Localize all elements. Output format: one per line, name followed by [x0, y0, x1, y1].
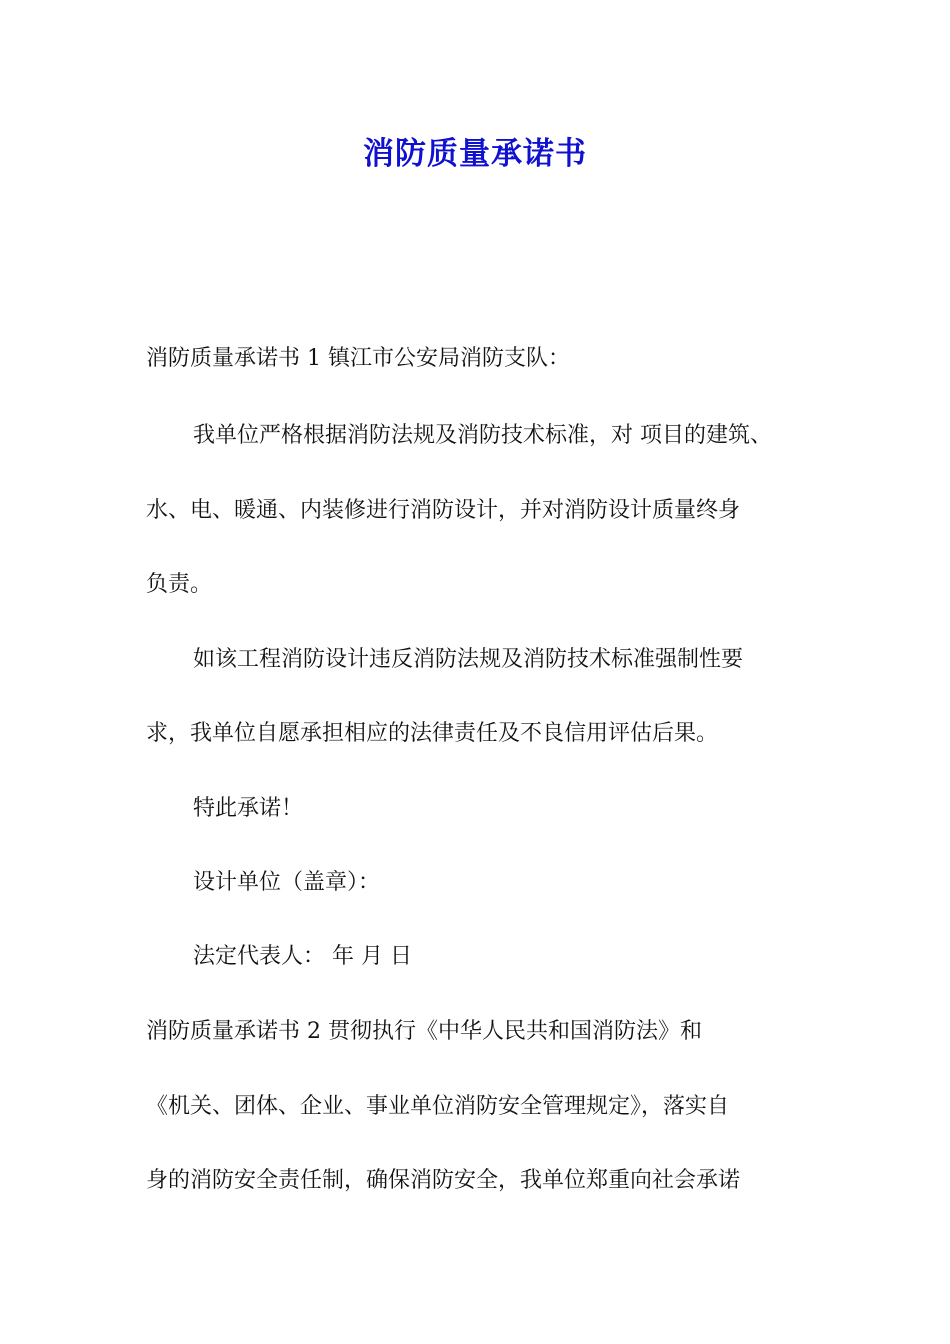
body-line: 我单位严格根据消防法规及消防技术标准，对 项目的建筑、	[193, 423, 772, 448]
body-line: 如该工程消防设计违反消防法规及消防技术标准强制性要	[193, 647, 744, 672]
body-line: 负责。	[146, 572, 213, 597]
body-line: 水、电、暖通、内装修进行消防设计，并对消防设计质量终身	[146, 498, 741, 523]
body-line: 《机关、团体、企业、事业单位消防安全管理规定》，落实自	[146, 1094, 730, 1119]
document-title: 消防质量承诺书	[363, 136, 587, 172]
letter-1-heading: 消防质量承诺书 1 镇江市公安局消防支队：	[146, 346, 570, 371]
body-line: 求，我单位自愿承担相应的法律责任及不良信用评估后果。	[146, 721, 719, 746]
signature-unit-line: 设计单位（盖章）：	[193, 870, 381, 895]
legal-representative-date-line: 法定代表人： 年 月 日	[193, 944, 412, 969]
letter-2-heading: 消防质量承诺书 2 贯彻执行《中华人民共和国消防法》和	[146, 1019, 702, 1044]
closing-line: 特此承诺！	[193, 796, 304, 821]
body-line: 身的消防安全责任制，确保消防安全，我单位郑重向社会承诺	[146, 1168, 741, 1193]
